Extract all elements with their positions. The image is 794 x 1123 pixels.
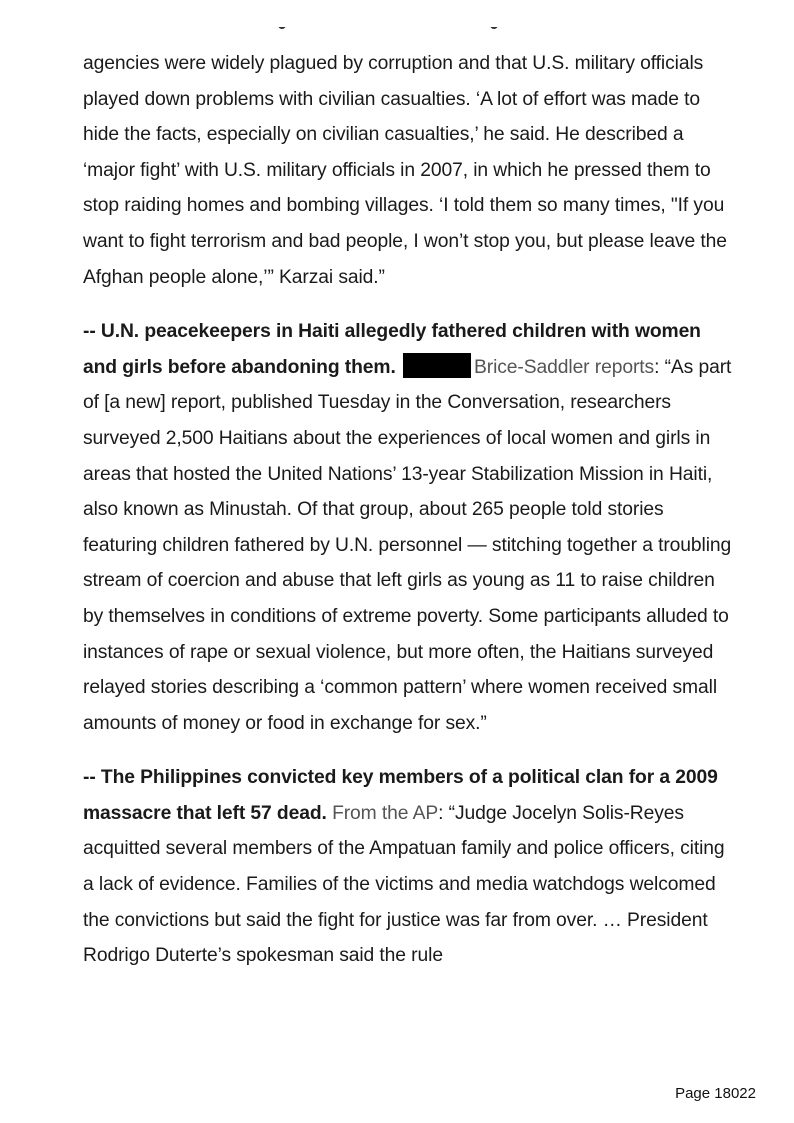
paragraph-philippines (83, 760, 733, 974)
paragraph-karzai (83, 46, 733, 295)
source-link-ap[interactable]: From the AP (332, 802, 439, 824)
redaction-box (403, 353, 471, 378)
headline-philippines: -- The Philippines convicted key members of a political clan for a 2009 massacre that left 57 dead. (83, 767, 718, 824)
paragraph-haiti (83, 314, 733, 741)
page-number: Page 18022 (675, 1085, 756, 1102)
paragraph-text: agencies were widely plagued by corruption and that U.S. military officials played down problems with civilian casualties. ‘A lot of effort was made to hide the facts, especially on civilian casualties,’ he said. He described a ‘major fight’ with U.S. military officials in 2007, in which he pressed them to stop raiding homes and bombing villages. ‘I told them so many times, "If you want to fight terrorism and bad people, I won’t stop you, but please leave the Afghan people alone,’” Karzai said.” (83, 53, 727, 288)
headline-haiti: -- U.N. peacekeepers in Haiti allegedly fathered children with women and girls before abandoning them. (83, 321, 701, 378)
paragraph-body: : “As part of [a new] report, published Tuesday in the Conversation, researchers surveyed 2,500 Haitians about the experiences of local women and girls in areas that hosted the United Nations’ 13-year Stabilization Mission in Haiti, also known as Minustah. Of that group, about 265 people told stories featuring children fathered by U.N. personnel — stitching together a troubling stream of coercion and abuse that left girls as young as 11 to raise children by themselves in conditions of extreme poverty. Some participants alluded to instances of rape or sexual violence, but more often, the Haitians surveyed relayed stories describing a ‘common pattern’ where women received small amounts of money or food in exchange for sex.” (83, 356, 732, 734)
paragraph-body: : “Judge Jocelyn Solis-Reyes acquitted several members of the Ampatuan family and police officers, citing a lack of evidence. Families of the victims and media watchdogs welcomed the convictions but said the fight for justice was far from over. … President Rodrigo Duterte’s spokesman said the rule (83, 802, 725, 967)
byline-link[interactable]: Brice-Saddler reports (474, 356, 655, 378)
document-body (83, 46, 733, 974)
cut-off-line-fragment (270, 27, 510, 37)
